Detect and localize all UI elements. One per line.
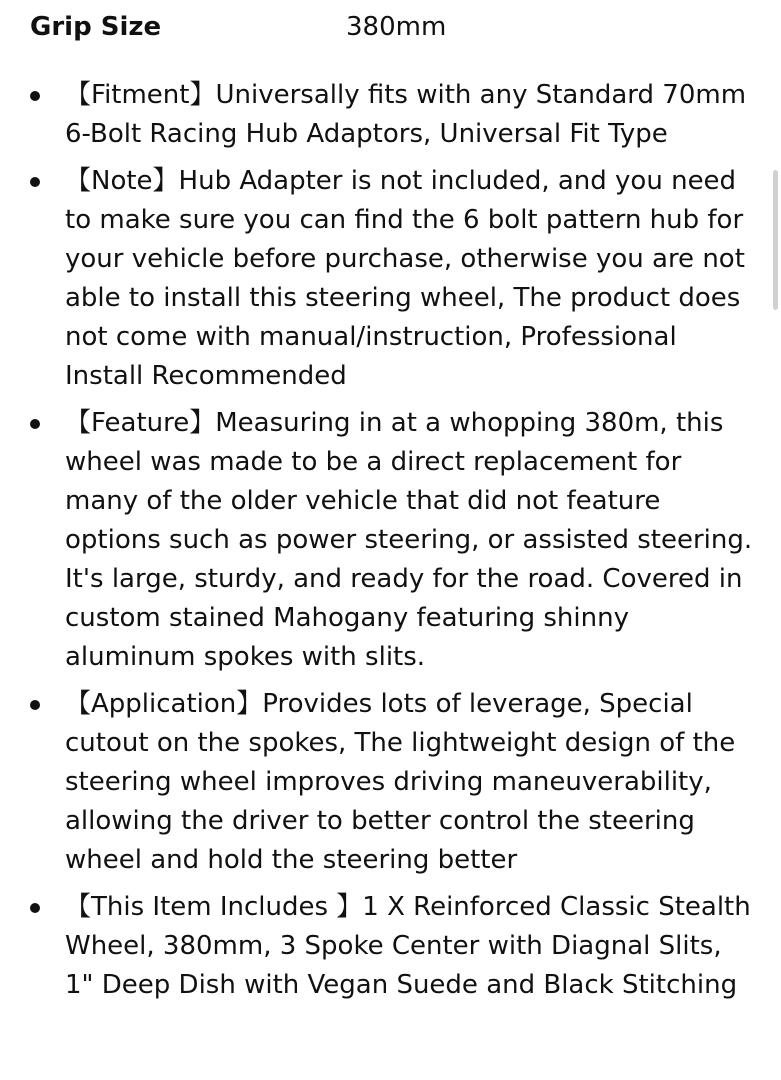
bullet-text: 【Feature】Measuring in at a whopping 380m, this wheel was made to be a direct replacement for many of the older vehicle that did not feature options such as power steering, or assisted steering. It's large, sturdy, and ready for the road. Covered in custom stained Mahogany featuring shinny aluminum spokes with slits. — [65, 408, 753, 672]
scrollbar[interactable] — [773, 170, 778, 310]
bullet-text: 【This Item Includes 】1 X Reinforced Classic Stealth Wheel, 380mm, 3 Spoke Center with Diagnal Slits, 1" Deep Dish with Vegan Suede and Black Stitching — [65, 892, 751, 1000]
bullet-dot-icon — [30, 903, 40, 913]
spec-value: 380mm — [346, 12, 447, 42]
bullet-item-includes — [0, 888, 760, 1005]
bullet-dot-icon — [30, 91, 40, 101]
bullet-item-fitment — [0, 76, 760, 154]
spec-row-grip-size — [30, 8, 770, 48]
bullet-text: 【Fitment】Universally fits with any Standard 70mm 6-Bolt Racing Hub Adaptors, Universal Fit Type — [65, 80, 747, 149]
bullet-dot-icon — [30, 177, 40, 187]
bullet-item-feature — [0, 404, 760, 677]
spec-label: Grip Size — [30, 12, 162, 42]
bullet-text: 【Note】Hub Adapter is not included, and you need to make sure you can find the 6 bolt pattern hub for your vehicle before purchase, otherwise you are not able to install this steering wheel, The product does not come with manual/instruction, Professional Install Recommended — [65, 166, 745, 391]
bullet-item-application — [0, 685, 760, 880]
bullet-text: 【Application】Provides lots of leverage, Special cutout on the spokes, The lightweight design of the steering wheel improves driving maneuverability, allowing the driver to better control the steering wheel and hold the steering better — [65, 689, 736, 875]
bullet-dot-icon — [30, 419, 40, 429]
bullet-item-note — [0, 162, 760, 396]
feature-bullet-list — [0, 76, 760, 1013]
bullet-dot-icon — [30, 700, 40, 710]
